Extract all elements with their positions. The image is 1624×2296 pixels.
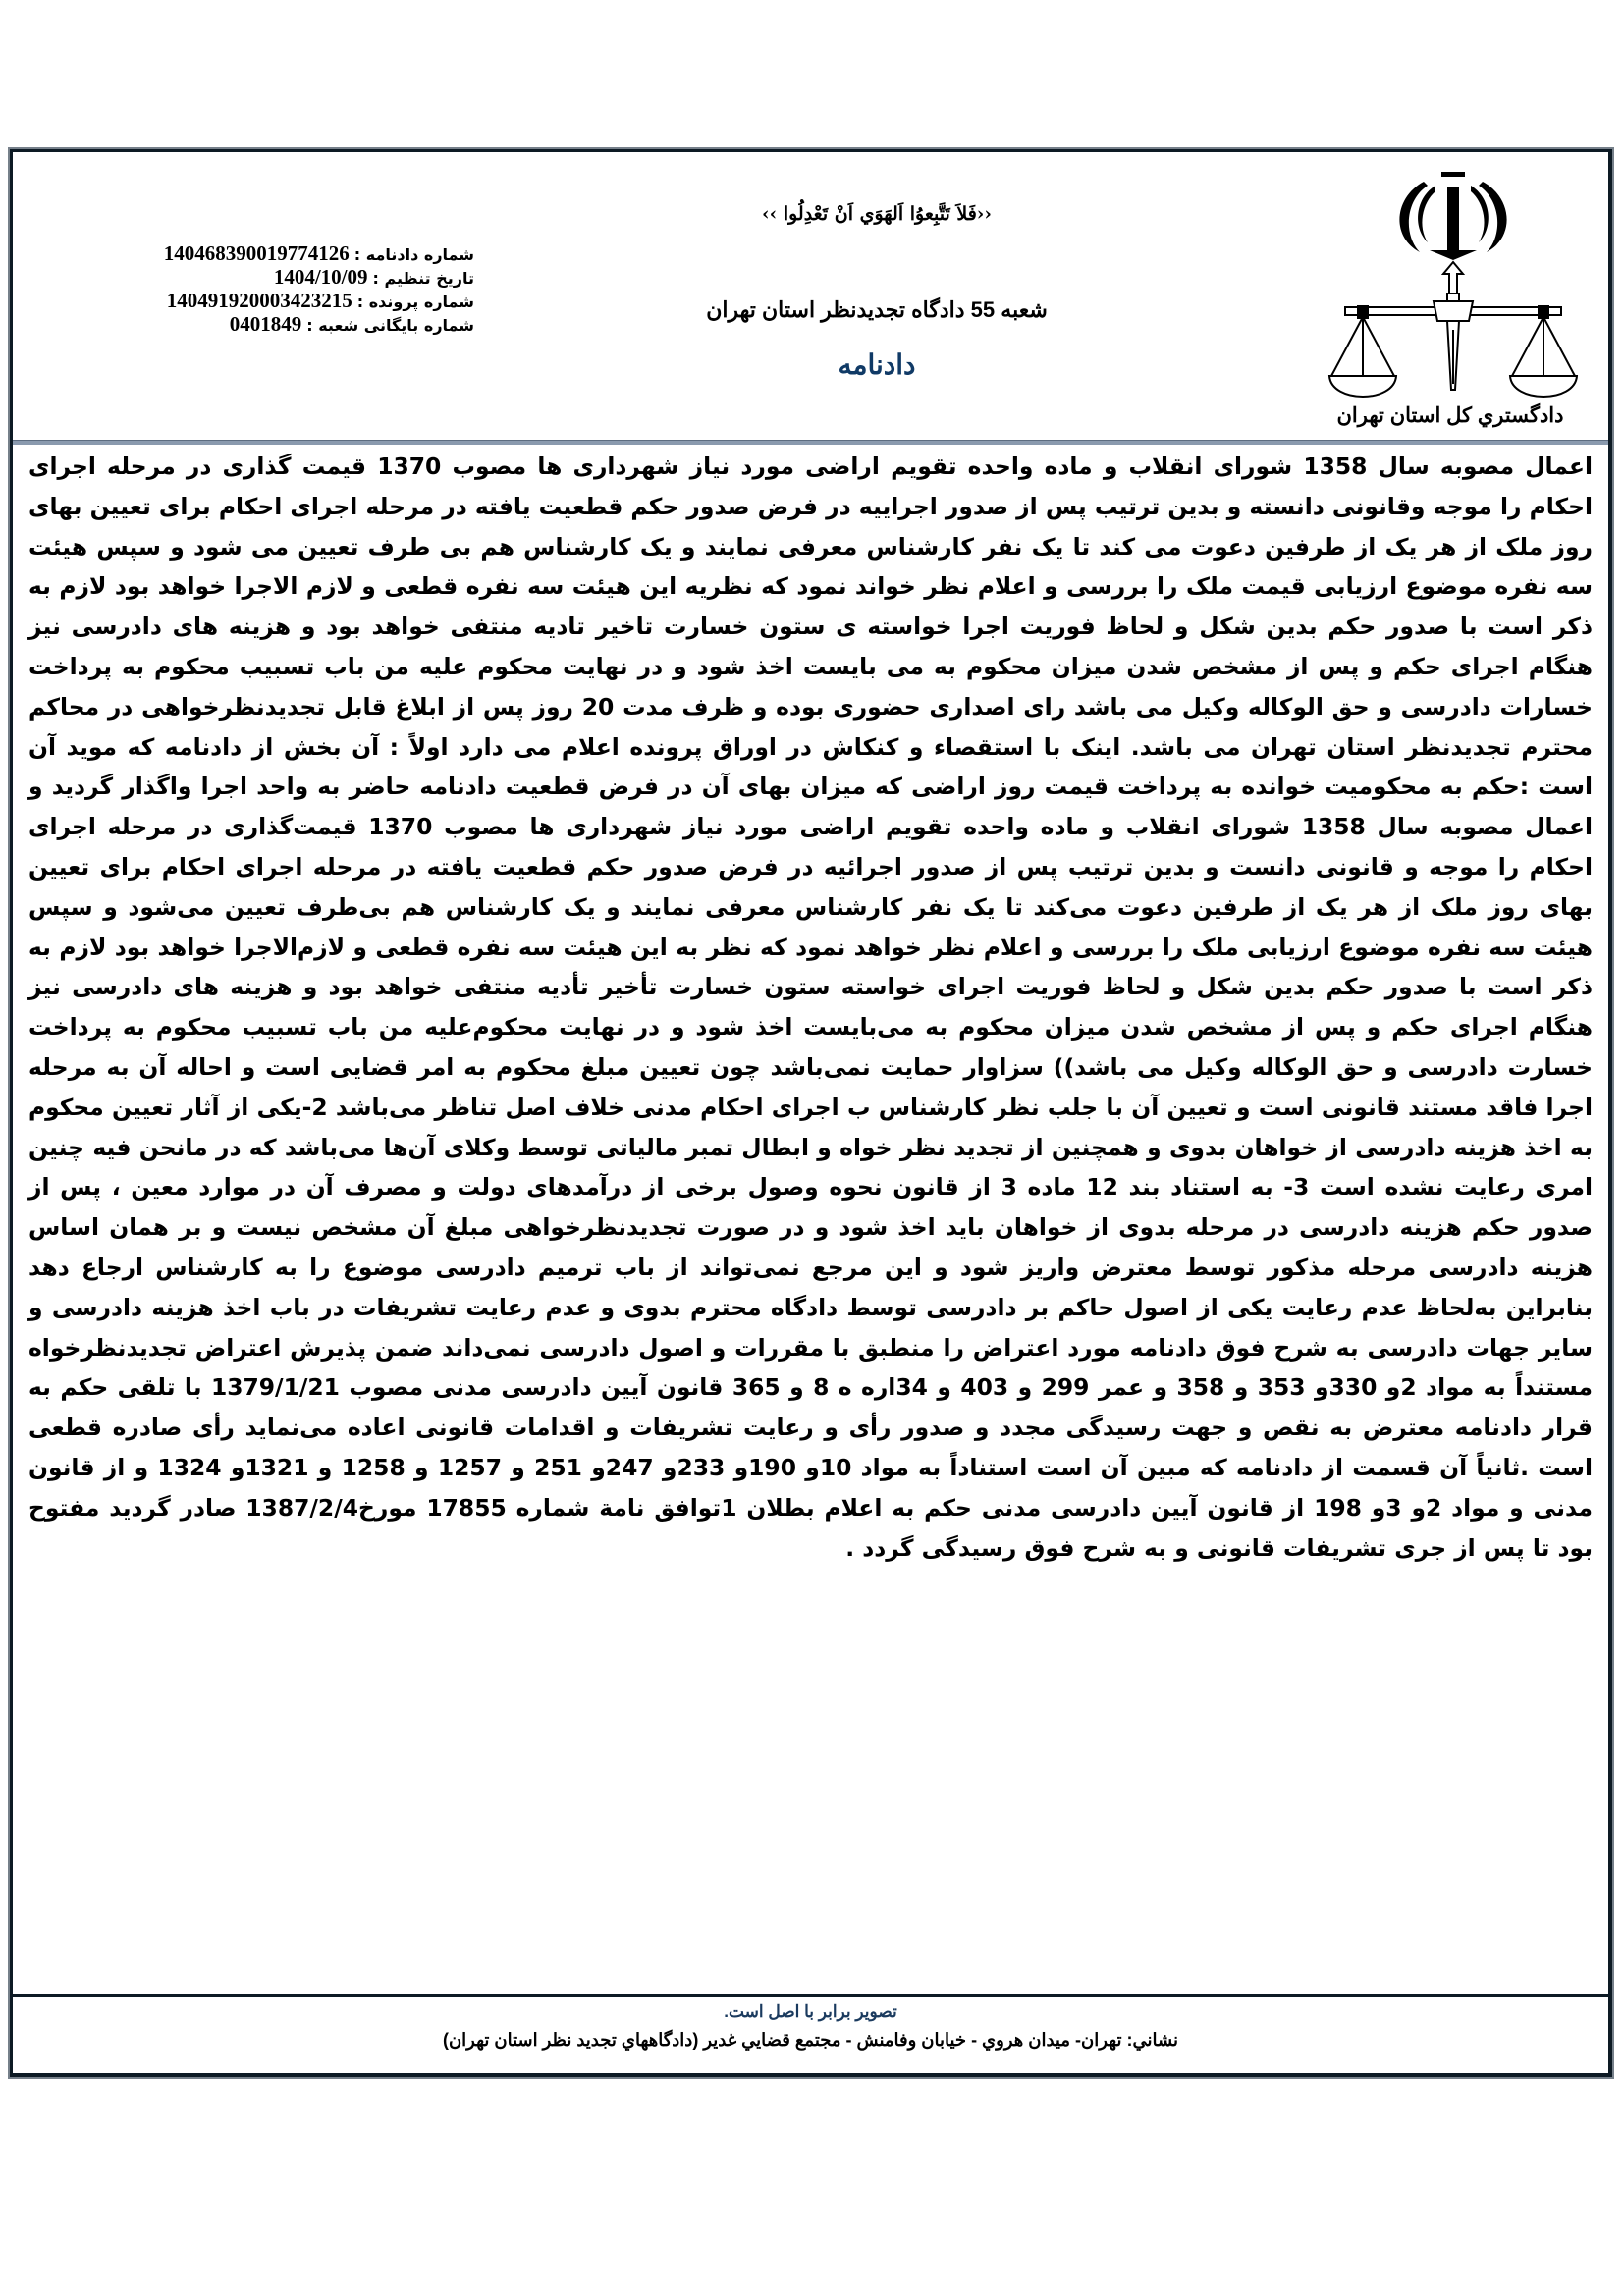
judiciary-emblem-icon	[1326, 158, 1581, 408]
archive-number-row	[150, 313, 474, 337]
verdict-body-text: اعمال مصوبه سال 1358 شورای انقلاب و ماده واحده تقویم اراضی مورد نیاز شهرداری ها مصوب 1370 قیمت گذاری در مرحله اجرای احکام را موجه وقانونی دانسته و بدین ترتیب پس از صدور اجراییه در فرض صدور حکم قطعیت یافته در مرحله اجرای احکام برای تعیین بهای روز ملک از هر یک از طرفین دعوت می کند تا یک نفر کارشناس معرفی نمایند و یک کارشناس هم بی طرف تعیین می شود و سپس هیئت سه نفره موضوع ارزیابی قیمت ملک را بررسی و اعلام نظر خواند نمود که نظریه این هیئت سه نفره قطعی و لازم الاجرا خواهد بود لازم به ذکر است با صدور حکم بدین شکل و لحاظ فوریت اجرا خواسته ی ستون خسارت تاخیر تادیه منتفی خواهد بود و هزینه های دادرسی نیز هنگام اجرای حکم و پس از مشخص شدن میزان محکوم به می بایست اخذ شود و در نهایت محکوم علیه من باب تسبیب محکوم به پرداخت خسارات دادرسی و حق الوکاله وکیل می باشد رای اصداری حضوری بوده و ظرف مدت 20 روز پس از ابلاغ قابل تجدیدنظرخواهی در محاکم محترم تجدیدنظر استان تهران می باشد. اینک با استقصاء و کنکاش در اوراق پرونده اعلام می دارد اولاً : آن بخش از دادنامه که موید آن است :حکم به محکومیت خوانده به پرداخت قیمت روز اراضی که میزان بهای آن در فرض قطعیت دادنامه حاضر به واحد اجرا واگذار گردید و اعمال مصوبه سال 1358 شورای انقلاب و ماده واحده تقویم اراضی مورد نیاز شهرداری ها مصوب 1370 قیمت‌گذاری در مرحله اجرای احکام را موجه و قانونی دانست و بدین ترتیب پس از صدور اجرائیه در فرض صدور حکم قطعیت یافته در مرحله اجرای احکام برای تعیین بهای روز ملک از هر یک از طرفین دعوت می‌کند تا یک نفر کارشناس معرفی نمایند و یک کارشناس هم بی‌طرف تعیین می‌شود و سپس هیئت سه نفره موضوع ارزیابی ملک را بررسی و اعلام نظر خواهد نمود که نظر به این هیئت سه نفره قطعی و لازم‌الاجرا خواهد بود لازم به ذکر است با صدور حکم بدین شکل و لحاظ فوریت اجرای خواسته ستون خسارت تأخیر تأدیه منتفی خواهد بود و هزینه های دادرسی نیز هنگام اجرای حکم و پس از مشخص شدن میزان محکوم به می‌بایست اخذ شود و در نهایت محکوم‌علیه من باب تسبیب محکوم به پرداخت خسارت دادرسی و حق الوکاله وکیل می باشد)) سزاوار حمایت نمی‌باشد چون تعیین مبلغ محکوم به امر قضایی است و احاله آن به مرحله اجرا فاقد مستند قانونی است و تعیین آن با جلب نظر کارشناس ب اجرای احکام مدنی خلاف اصل تناظر می‌باشد 2-یکی از آثار تعیین محکوم به اخذ هزینه دادرسی از خواهان بدوی و همچنین از تجدید نظر خواه و ابطال تمبر مالیاتی توسط وکلای آن‌ها می‌باشد که در مانحن فیه چنین امری رعایت نشده است 3- به استناد بند 12 ماده 3 از قانون نحوه وصول برخی از درآمدهای دولت و مصرف آن در موارد معین ، پس از صدور حکم هزینه دادرسی در مرحله بدوی از خواهان باید اخذ شود و در صورت تجدیدنظرخواهی مبلغ آن مشخص نیست و بر همان اساس هزینه دادرسی مرحله مذکور توسط معترض واریز شود و این مرجع نمی‌تواند از باب ترمیم دادرسی موضوع را به کارشناس ارجاع دهد بنابراین به‌لحاظ عدم رعایت یکی از اصول حاکم بر دادرسی توسط دادگاه محترم بدوی و عدم رعایت تشریفات در باب اخذ هزینه دادرسی و سایر جهات دادرسی به شرح فوق دادنامه مورد اعتراض را منطبق با مقررات و اصول دادرسی نمی‌داند ضمن پذیرش اعتراض تجدیدنظرخواه مستنداً به مواد 2و 330و 353 و 358 و عمر 299 و 403 و 34اره ه 8 و 365 قانون آیین دادرسی مدنی مصوب 1379/1/21 با تلقی حکم به قرار دادنامه معترض به نقص و جهت رسیدگی مجدد و صدور رأی و رعایت تشریفات و اقدامات قانونی اعاده می‌نماید رأی صادره قطعی است .ثانیاً آن قسمت از دادنامه که مبین آن است استناداً به مواد 10و 190و 233و 247و 251 و 1257 و 1258 و 1321و 1324 و از قانون مدنی و مواد 2و 3و 198 از قانون آیین دادرسی مدنی حکم به اعلام بطلان 1توافق نامة شماره 17855 مورخ1387/2/4 صادر گردید مفتوح بود تا پس از جری تشریفات قانونی و به شرح فوق رسیدگی گردد .	[28, 453, 1594, 1562]
case-number-value: 140491920003423215	[166, 289, 352, 312]
case-number-row	[150, 290, 474, 313]
archive-number-label: شماره بایگانی شعبه :	[306, 316, 474, 335]
certified-copy-note: تصویر برابر با اصل است.	[724, 2002, 897, 2021]
document-footer	[13, 1994, 1608, 2073]
header-divider	[13, 440, 1608, 445]
document-header	[13, 152, 1608, 440]
court-branch-name: شعبه 55 دادگاه تجدیدنظر استان تهران	[706, 297, 1048, 322]
verdict-number-row	[150, 242, 474, 266]
verdict-number-label: شماره دادنامه :	[353, 245, 474, 264]
verdict-number-value: 140468390019774126	[163, 241, 350, 265]
issue-date-value: 1404/10/09	[273, 265, 368, 289]
judiciary-name: دادگستري کل استان تهران	[1336, 404, 1564, 427]
quran-verse: ‹‹فَلاَ تَتَّبِعوُا اَلهَوَي اَنْ تَعْدِلُوا ››	[762, 203, 992, 225]
case-number-label: شماره پرونده :	[356, 293, 474, 311]
issue-date-row	[150, 266, 474, 290]
issue-date-label: تاریخ تنظیم :	[372, 269, 474, 288]
case-metadata	[150, 242, 474, 337]
document-frame	[10, 149, 1612, 2077]
document-title: دادنامه	[838, 349, 916, 380]
archive-number-value: 0401849	[229, 312, 302, 336]
court-address: نشاني: تهران- میدان هروي - خیابان وفامنش - مجتمع قضایي غدیر (دادگاههاي تجدید نظر استان تهران)	[442, 2030, 1179, 2050]
